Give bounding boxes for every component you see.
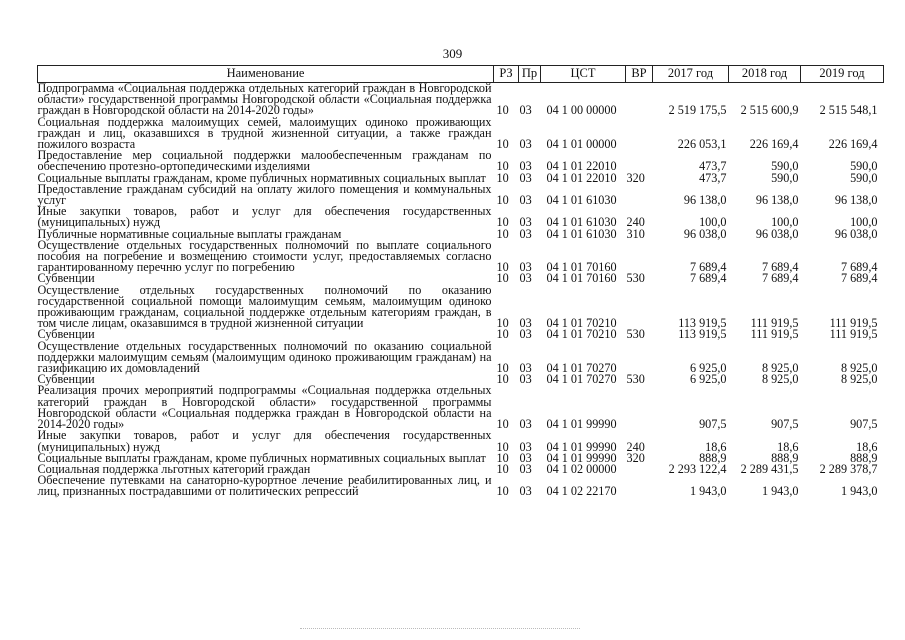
cell-name: Подпрограмма «Социальная поддержка отдельных категорий граждан в Новгородской области» государственной программы Новгородской области «Социальная поддержка граждан в Новгородской области на 2014-2020 годы» <box>37 81 492 118</box>
cell-cst: 04 1 01 70210 <box>546 316 617 331</box>
cell-2018: 1 943,0 <box>761 484 799 499</box>
cell-2017: 473,7 <box>699 170 727 185</box>
header-vr: ВР <box>626 66 653 83</box>
cell-2019: 226 169,4 <box>828 137 878 152</box>
cell-cst: 04 1 01 70270 <box>546 361 617 376</box>
cell-vr <box>626 285 653 330</box>
cell-name: Осуществление отдельных государственных полномочий по оказанию социальной поддержки малоимущим семьям (малоимущим одиноко проживающим гражданам) на газификацию их домовладений <box>37 338 492 376</box>
cell-pr: 03 <box>519 215 532 230</box>
cell-name: Обеспечение путевками на санаторно-курортное лечение реабилитированных лиц, и лиц, признанных пострадавшими от политических репрессий <box>37 473 492 499</box>
header-rz: РЗ <box>494 66 519 83</box>
cell-2018: 111 919,5 <box>750 316 799 331</box>
cell-cst: 04 1 01 61030 <box>546 215 617 230</box>
cell-cst: 04 1 01 22010 <box>546 170 617 185</box>
cell-name: Субвенции <box>37 372 95 387</box>
cell-vr: 310 <box>626 226 645 241</box>
cell-cst: 04 1 02 22170 <box>546 484 617 499</box>
table-row <box>38 117 884 151</box>
cell-name: Осуществление отдельных государственных полномочий по оказанию государственной социальной помощи малоимущим семьям, малоимущим одиноко проживающим гражданам, социальной поддержке отдельным категориям граждан, в том числе лицам, оказавшимся в трудной жизненной ситуации <box>37 282 492 331</box>
cell-2018: 96 038,0 <box>755 226 799 241</box>
cell-pr: 03 <box>519 271 532 286</box>
cell-2019: 96 038,0 <box>834 226 878 241</box>
cell-pr: 03 <box>519 137 532 152</box>
cell-cst: 04 1 00 00000 <box>546 103 617 118</box>
cell-cst: 04 1 01 22010 <box>546 159 617 174</box>
cell-cst: 04 1 01 70210 <box>546 327 617 342</box>
table-body <box>38 83 884 498</box>
cell-2017: 2 293 122,4 <box>668 461 727 476</box>
cell-vr: 530 <box>626 327 645 342</box>
cell-pr: 03 <box>519 193 532 208</box>
cell-pr: 03 <box>519 103 532 118</box>
cell-rz: 10 <box>496 450 509 465</box>
cell-name: Иные закупки товаров, работ и услуг для обеспечения государственных (муниципальных) нужд <box>37 204 492 230</box>
table-header-row <box>38 66 884 83</box>
cell-rz: 10 <box>496 226 509 241</box>
cell-rz: 10 <box>496 271 509 286</box>
cell-rz: 10 <box>496 193 509 208</box>
cell-name: Иные закупки товаров, работ и услуг для обеспечения государственных (муниципальных) нужд <box>37 428 492 454</box>
cell-vr <box>626 385 653 430</box>
cell-vr <box>626 341 653 375</box>
cell-name: Социальные выплаты гражданам, кроме публичных нормативных социальных выплат <box>37 450 486 465</box>
header-2019: 2019 год <box>801 66 884 83</box>
cell-2019: 111 919,5 <box>829 316 878 331</box>
cell-2017: 888,9 <box>699 450 727 465</box>
table-row <box>38 430 884 452</box>
cell-2018: 888,9 <box>771 450 799 465</box>
cell-rz: 10 <box>496 372 509 387</box>
cell-2019: 111 919,5 <box>829 327 878 342</box>
cell-rz: 10 <box>496 361 509 376</box>
cell-2019: 2 289 378,7 <box>819 461 878 476</box>
cell-vr: 240 <box>626 439 645 454</box>
cell-2017: 6 925,0 <box>689 372 727 387</box>
cell-2017: 113 919,5 <box>678 327 727 342</box>
cell-cst: 04 1 02 00000 <box>546 461 617 476</box>
cell-pr: 03 <box>519 170 532 185</box>
cell-pr: 03 <box>519 226 532 241</box>
cell-2019: 8 925,0 <box>840 372 878 387</box>
cell-name: Публичные нормативные социальные выплаты гражданам <box>37 226 342 241</box>
cell-2018: 7 689,4 <box>761 271 799 286</box>
cell-2018: 96 138,0 <box>755 193 799 208</box>
cell-pr: 03 <box>519 372 532 387</box>
cell-2018: 100,0 <box>771 215 799 230</box>
cell-rz: 10 <box>496 215 509 230</box>
cell-2017: 96 138,0 <box>683 193 727 208</box>
scan-artifact <box>300 628 580 632</box>
cell-rz: 10 <box>496 260 509 275</box>
cell-name: Субвенции <box>37 327 95 342</box>
table-row <box>38 83 884 117</box>
cell-name: Реализация прочих мероприятий подпрограммы «Социальная поддержка отдельных категорий граждан в Новгородской области» государственной программы Новгородской области «Социальная поддержка граждан в Новгородской области на 2014-2020 годы» <box>37 383 492 432</box>
cell-2017: 1 943,0 <box>689 484 727 499</box>
cell-vr: 240 <box>626 215 645 230</box>
cell-cst: 04 1 01 99990 <box>546 417 617 432</box>
cell-vr <box>626 117 653 151</box>
cell-2018: 18,6 <box>777 439 799 454</box>
cell-rz: 10 <box>496 327 509 342</box>
table-row <box>38 150 884 172</box>
table-row <box>38 385 884 430</box>
header-2017: 2017 год <box>653 66 729 83</box>
cell-2018: 8 925,0 <box>761 372 799 387</box>
cell-pr: 03 <box>519 484 532 499</box>
cell-rz: 10 <box>496 159 509 174</box>
cell-pr: 03 <box>519 361 532 376</box>
cell-rz: 10 <box>496 170 509 185</box>
cell-name: Предоставление мер социальной поддержки малообеспеченным гражданам по обеспечению протезно-ортопедическими изделиями <box>37 148 492 174</box>
header-name: Наименование <box>38 66 494 83</box>
cell-name: Предоставление гражданам субсидий на оплату жилого помещения и коммунальных услуг <box>37 181 492 208</box>
cell-cst: 04 1 01 00000 <box>546 137 617 152</box>
table-row <box>38 341 884 375</box>
cell-cst: 04 1 01 70160 <box>546 271 617 286</box>
cell-cst: 04 1 01 61030 <box>546 226 617 241</box>
cell-vr <box>626 184 653 206</box>
cell-2019: 2 515 548,1 <box>819 103 878 118</box>
cell-vr: 530 <box>626 372 645 387</box>
table-row <box>38 240 884 274</box>
cell-2019: 590,0 <box>850 170 878 185</box>
cell-2019: 907,5 <box>850 417 878 432</box>
cell-vr: 320 <box>626 450 645 465</box>
header-pr: Пр <box>519 66 541 83</box>
cell-cst: 04 1 01 70270 <box>546 372 617 387</box>
cell-rz: 10 <box>496 137 509 152</box>
cell-rz: 10 <box>496 439 509 454</box>
cell-2018: 907,5 <box>771 417 799 432</box>
cell-2017: 907,5 <box>699 417 727 432</box>
cell-vr <box>626 83 653 117</box>
table-row <box>38 206 884 228</box>
cell-name: Субвенции <box>37 271 95 286</box>
budget-table <box>37 65 884 498</box>
cell-2017: 96 038,0 <box>683 226 727 241</box>
cell-cst: 04 1 01 61030 <box>546 193 617 208</box>
cell-pr: 03 <box>519 417 532 432</box>
cell-name: Социальные выплаты гражданам, кроме публичных нормативных социальных выплат <box>37 170 486 185</box>
cell-name: Социальная поддержка малоимущих семей, малоимущих одиноко проживающих граждан и лиц, оказавшихся в трудной жизненной ситуации, а также граждан пожилого возраста <box>37 114 492 152</box>
cell-vr: 320 <box>626 170 645 185</box>
header-2018: 2018 год <box>729 66 801 83</box>
cell-2019: 96 138,0 <box>834 193 878 208</box>
cell-2018: 7 689,4 <box>761 260 799 275</box>
cell-pr: 03 <box>519 159 532 174</box>
cell-2019: 1 943,0 <box>840 484 878 499</box>
cell-2019: 8 925,0 <box>840 361 878 376</box>
cell-pr: 03 <box>519 260 532 275</box>
cell-2019: 888,9 <box>850 450 878 465</box>
cell-2018: 590,0 <box>771 170 799 185</box>
cell-2017: 226 053,1 <box>677 137 727 152</box>
cell-vr <box>626 150 653 172</box>
cell-2018: 2 289 431,5 <box>740 461 799 476</box>
cell-vr <box>626 240 653 274</box>
cell-vr <box>626 475 653 497</box>
cell-pr: 03 <box>519 461 532 476</box>
cell-name: Социальная поддержка льготных категорий граждан <box>37 461 311 476</box>
cell-2017: 18,6 <box>705 439 727 454</box>
cell-rz: 10 <box>496 461 509 476</box>
cell-pr: 03 <box>519 327 532 342</box>
cell-2019: 100,0 <box>850 215 878 230</box>
cell-2018: 8 925,0 <box>761 361 799 376</box>
cell-2019: 7 689,4 <box>840 260 878 275</box>
cell-rz: 10 <box>496 103 509 118</box>
cell-cst: 04 1 01 70160 <box>546 260 617 275</box>
cell-pr: 03 <box>519 316 532 331</box>
header-cst: ЦСТ <box>541 66 626 83</box>
cell-2018: 2 515 600,9 <box>740 103 799 118</box>
cell-2017: 6 925,0 <box>689 361 727 376</box>
page-number: 309 <box>442 46 463 61</box>
cell-vr <box>626 464 653 475</box>
cell-2017: 2 519 175,5 <box>668 103 727 118</box>
table-row <box>38 285 884 330</box>
cell-pr: 03 <box>519 450 532 465</box>
cell-2017: 113 919,5 <box>678 316 727 331</box>
cell-vr: 530 <box>626 271 645 286</box>
cell-2017: 7 689,4 <box>689 271 727 286</box>
cell-2018: 111 919,5 <box>750 327 799 342</box>
cell-2017: 7 689,4 <box>689 260 727 275</box>
cell-2018: 590,0 <box>771 159 799 174</box>
table-row <box>38 475 884 497</box>
cell-2019: 590,0 <box>850 159 878 174</box>
cell-cst: 04 1 01 99990 <box>546 450 617 465</box>
cell-2017: 473,7 <box>699 159 727 174</box>
cell-2019: 7 689,4 <box>840 271 878 286</box>
cell-name: Осуществление отдельных государственных полномочий по выплате социального пособия на погребение и возмещению стоимости услуг, предоставляемых согласно гарантированному перечню услуг по погребению <box>37 237 492 275</box>
cell-cst: 04 1 01 99990 <box>546 439 617 454</box>
cell-rz: 10 <box>496 417 509 432</box>
cell-2018: 226 169,4 <box>749 137 799 152</box>
cell-2017: 100,0 <box>699 215 727 230</box>
cell-pr: 03 <box>519 439 532 454</box>
table-row <box>38 184 884 206</box>
cell-2019: 18,6 <box>856 439 878 454</box>
cell-rz: 10 <box>496 484 509 499</box>
cell-rz: 10 <box>496 316 509 331</box>
